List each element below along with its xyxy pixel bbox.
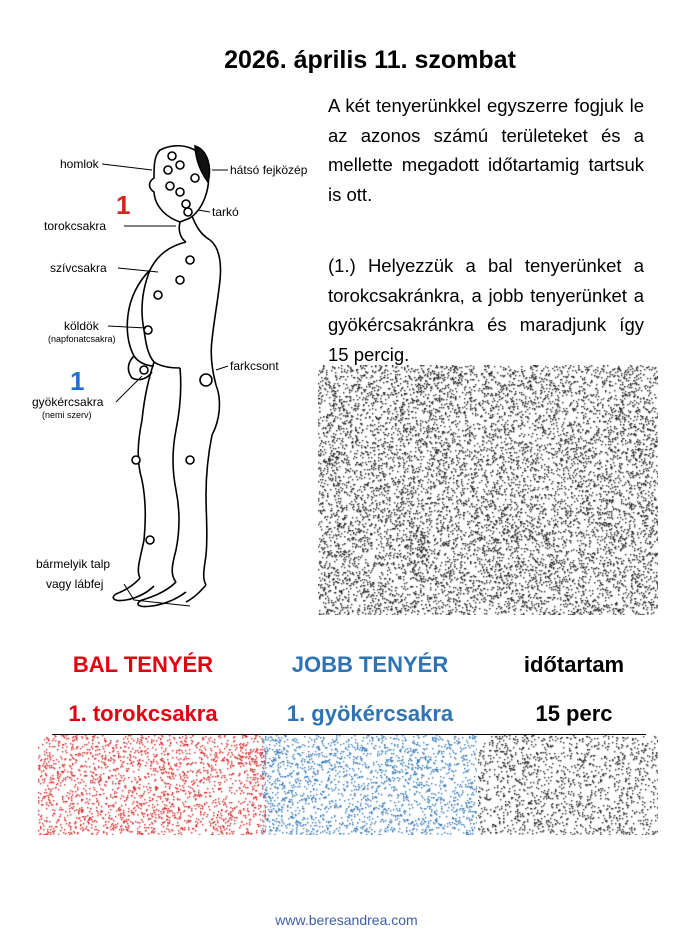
label-koldok-sub: (napfonatcsakra)	[48, 334, 116, 344]
row-duration: 15 perc	[535, 701, 613, 726]
scatter-texture-blue	[262, 735, 477, 835]
pointer-tarko	[198, 210, 210, 212]
label-torokcsakra: torokcsakra	[44, 219, 107, 233]
instruction-paragraph-1: A két tenyerünkkel egyszerre fogjuk le az azonos számú területeket és a mellette megadott időtartamig tartsuk is ott.	[328, 95, 644, 205]
label-hatso-fejkozep: hátsó fejközép	[230, 163, 308, 177]
marker-blue-number: 1	[70, 366, 85, 396]
instruction-paragraph-2: (1.) Helyezzük a bal tenyerünket a torokcsakránkra, a jobb tenyerünket a gyökércsakránkra és maradjunk így 15 percig.	[328, 255, 644, 365]
label-farkcsont: farkcsont	[230, 359, 279, 373]
label-koldok: köldök	[64, 319, 99, 333]
pointer-szivcsakra	[118, 268, 158, 272]
body-points-figure	[30, 130, 320, 620]
pointer-gyokercsakra	[116, 376, 142, 402]
label-gyokercsakra-sub: (nemi szerv)	[42, 410, 92, 420]
scatter-texture-main	[318, 365, 658, 615]
footer-url: www.beresandrea.com	[275, 912, 418, 928]
marker-red-number: 1	[116, 190, 131, 220]
table-divider	[52, 734, 646, 735]
row-right-palm: 1. gyökércsakra	[286, 701, 454, 726]
header-duration: időtartam	[523, 652, 625, 677]
page-title: 2026. április 11. szombat	[224, 46, 516, 74]
pointer-homlok	[102, 164, 152, 170]
label-homlok: homlok	[60, 157, 99, 171]
scatter-texture-black	[478, 735, 658, 835]
label-tarko: tarkó	[212, 205, 239, 219]
header-right-palm: JOBB TENYÉR	[291, 652, 449, 677]
label-szivcsakra: szívcsakra	[50, 261, 107, 275]
label-gyokercsakra: gyökércsakra	[32, 395, 104, 409]
figure-body	[113, 216, 220, 607]
row-left-palm: 1. torokcsakra	[68, 701, 218, 726]
pointer-farkcsont	[216, 366, 228, 370]
label-talp-line1: bármelyik talp	[36, 557, 111, 571]
scatter-texture-red	[38, 735, 266, 835]
header-left-palm: BAL TENYÉR	[72, 652, 214, 677]
label-talp-line2: vagy lábfej	[46, 577, 104, 591]
